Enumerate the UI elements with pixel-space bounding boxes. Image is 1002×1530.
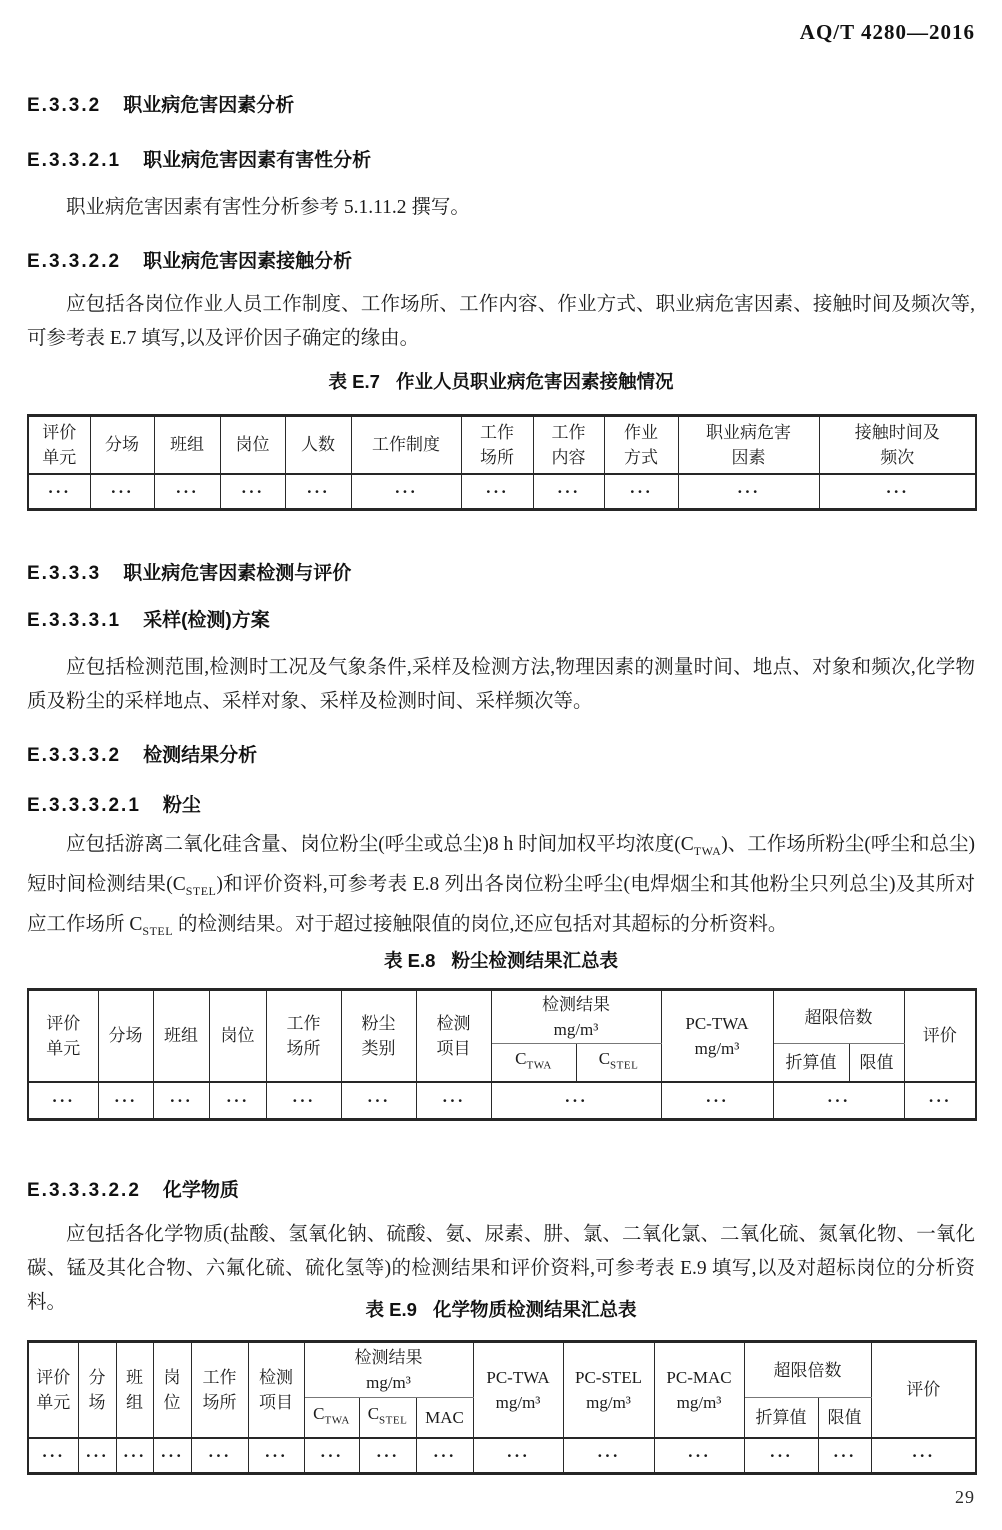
heading-number: E.3.3.3.2.1 bbox=[27, 795, 141, 816]
header-cell: 工作 内容 bbox=[533, 416, 604, 474]
paragraph-text: 应包括游离二氧化硅含量、岗位粉尘(呼尘或总尘)8 h 时间加权平均浓度(C bbox=[66, 834, 694, 855]
subscript-stel: STEL bbox=[185, 883, 217, 898]
table-e9 bbox=[27, 1340, 977, 1475]
section-heading-e332 bbox=[27, 90, 975, 117]
header-cell-ctwa bbox=[491, 1044, 576, 1082]
header-cell-ctwa bbox=[304, 1398, 359, 1438]
data-cell: ··· bbox=[473, 1438, 563, 1474]
header-cell: 班 组 bbox=[116, 1342, 153, 1438]
header-cell: 折算值 bbox=[773, 1044, 849, 1082]
data-cell: ··· bbox=[98, 1082, 153, 1120]
data-cell: ··· bbox=[654, 1438, 744, 1474]
symbol-c: C bbox=[367, 1404, 380, 1424]
header-cell: 限值 bbox=[818, 1398, 871, 1438]
header-cell: 工作 场所 bbox=[461, 416, 533, 474]
subscript-twa: TWA bbox=[324, 1414, 350, 1427]
data-cell: ··· bbox=[819, 474, 976, 510]
data-cell: ··· bbox=[285, 474, 351, 510]
page-number: 29 bbox=[955, 1487, 975, 1507]
heading-number: E.3.3.3.1 bbox=[27, 610, 122, 631]
table-e9-caption bbox=[27, 1296, 975, 1322]
header-cell: 岗 位 bbox=[153, 1342, 191, 1438]
table-row bbox=[28, 1438, 976, 1474]
table-header-row bbox=[28, 416, 976, 474]
heading-number: E.3.3.3.2.2 bbox=[27, 1180, 141, 1201]
paragraph-text: )和评价资料,可参考表 E.8 列出各岗位粉尘呼尘(电焊烟尘和其他粉尘只列总尘)及其所对应工作场所 C bbox=[27, 873, 975, 935]
data-cell: ··· bbox=[351, 474, 461, 510]
table-header-row bbox=[28, 990, 976, 1044]
header-cell: 评价 bbox=[904, 990, 976, 1082]
section-heading-e3321 bbox=[27, 145, 975, 172]
section-heading-e3322 bbox=[27, 246, 975, 273]
data-cell: ··· bbox=[266, 1082, 341, 1120]
header-cell: PC-TWA mg/m³ bbox=[661, 990, 773, 1082]
table-caption-number: 表 E.8 bbox=[384, 950, 436, 971]
data-cell: ··· bbox=[416, 1438, 473, 1474]
data-cell: ··· bbox=[28, 474, 90, 510]
header-cell: 粉尘 类别 bbox=[341, 990, 416, 1082]
section-heading-e33322 bbox=[27, 1175, 975, 1202]
data-cell: ··· bbox=[416, 1082, 491, 1120]
header-cell-cstel bbox=[576, 1044, 661, 1082]
header-cell: 分场 bbox=[98, 990, 153, 1082]
section-heading-e333 bbox=[27, 558, 975, 585]
heading-title: 检测结果分析 bbox=[143, 745, 258, 766]
header-group-result: 检测结果 mg/m³ bbox=[304, 1342, 473, 1398]
section-heading-e3332 bbox=[27, 740, 975, 767]
table-e7-caption bbox=[27, 368, 975, 394]
header-cell: 工作 场所 bbox=[266, 990, 341, 1082]
data-cell: ··· bbox=[28, 1082, 98, 1120]
table-caption-title: 作业人员职业病危害因素接触情况 bbox=[395, 371, 674, 392]
header-cell: PC-MAC mg/m³ bbox=[654, 1342, 744, 1438]
table-row bbox=[28, 1082, 976, 1120]
symbol-c: C bbox=[313, 1404, 325, 1424]
data-cell: ··· bbox=[248, 1438, 304, 1474]
paragraph-text: 的检测结果。对于超过接触限值的岗位,还应包括对其超标的分析资料。 bbox=[173, 913, 788, 935]
data-cell: ··· bbox=[220, 474, 285, 510]
heading-title: 职业病危害因素分析 bbox=[123, 95, 295, 116]
heading-number: E.3.3.3 bbox=[27, 563, 102, 584]
header-cell: 评价 bbox=[871, 1342, 976, 1438]
heading-title: 采样(检测)方案 bbox=[143, 610, 270, 631]
table-e7 bbox=[27, 414, 977, 511]
data-cell: ··· bbox=[818, 1438, 871, 1474]
table-header-row bbox=[28, 1342, 976, 1398]
heading-number: E.3.3.3.2 bbox=[27, 745, 122, 766]
header-cell: 分 场 bbox=[78, 1342, 116, 1438]
header-cell: 评价 单元 bbox=[28, 990, 98, 1082]
subscript-stel: STEL bbox=[142, 923, 174, 938]
data-cell: ··· bbox=[28, 1438, 78, 1474]
data-cell: ··· bbox=[304, 1438, 359, 1474]
header-cell: 工作制度 bbox=[351, 416, 461, 474]
table-e8-caption bbox=[27, 947, 975, 973]
table-row bbox=[28, 474, 976, 510]
heading-title: 职业病危害因素接触分析 bbox=[143, 251, 353, 272]
data-cell: ··· bbox=[773, 1082, 904, 1120]
header-group-ratio: 超限倍数 bbox=[744, 1342, 871, 1398]
data-cell: ··· bbox=[604, 474, 678, 510]
header-cell-cstel bbox=[359, 1398, 416, 1438]
header-cell: 班组 bbox=[153, 990, 209, 1082]
data-cell: ··· bbox=[563, 1438, 654, 1474]
section-heading-e33321 bbox=[27, 790, 975, 817]
header-cell: 职业病危害 因素 bbox=[678, 416, 819, 474]
paragraph-sampling-plan: 应包括检测范围,检测时工况及气象条件,采样及检测方法,物理因素的测量时间、地点、对象和频次,化学物质及粉尘的采样地点、采样对象、采样及检测时间、采样频次等。 bbox=[27, 657, 975, 712]
header-cell: 岗位 bbox=[209, 990, 266, 1082]
table-e8 bbox=[27, 988, 977, 1121]
data-cell: ··· bbox=[191, 1438, 248, 1474]
header-cell: 折算值 bbox=[744, 1398, 818, 1438]
heading-number: E.3.3.2.1 bbox=[27, 150, 122, 171]
doc-code: AQ/T 4280—2016 bbox=[799, 20, 975, 44]
header-cell-mac: MAC bbox=[416, 1398, 473, 1438]
data-cell: ··· bbox=[661, 1082, 773, 1120]
header-cell: 检测 项目 bbox=[248, 1342, 304, 1438]
subscript-twa: TWA bbox=[693, 843, 722, 858]
data-cell: ··· bbox=[491, 1082, 661, 1120]
heading-title: 粉尘 bbox=[162, 795, 201, 816]
data-cell: ··· bbox=[153, 1438, 191, 1474]
data-cell: ··· bbox=[678, 474, 819, 510]
header-cell: 限值 bbox=[849, 1044, 904, 1082]
header-group-ratio: 超限倍数 bbox=[773, 990, 904, 1044]
data-cell: ··· bbox=[209, 1082, 266, 1120]
section-heading-e3331 bbox=[27, 605, 975, 632]
data-cell: ··· bbox=[871, 1438, 976, 1474]
data-cell: ··· bbox=[461, 474, 533, 510]
header-cell: 岗位 bbox=[220, 416, 285, 474]
heading-title: 化学物质 bbox=[162, 1180, 239, 1201]
data-cell: ··· bbox=[153, 1082, 209, 1120]
header-cell: PC-TWA mg/m³ bbox=[473, 1342, 563, 1438]
header-cell: 人数 bbox=[285, 416, 351, 474]
header-cell: 作业 方式 bbox=[604, 416, 678, 474]
header-cell: 评价 单元 bbox=[28, 416, 90, 474]
data-cell: ··· bbox=[90, 474, 154, 510]
symbol-c: C bbox=[598, 1049, 611, 1069]
header-cell: 工作 场所 bbox=[191, 1342, 248, 1438]
header-cell: 分场 bbox=[90, 416, 154, 474]
heading-title: 职业病危害因素检测与评价 bbox=[123, 563, 352, 584]
paragraph-dust bbox=[27, 828, 975, 948]
table-caption-title: 粉尘检测结果汇总表 bbox=[451, 950, 618, 971]
heading-number: E.3.3.2 bbox=[27, 95, 102, 116]
paragraph-text: )、工作场所粉尘(呼尘和总尘)短时间检测结果(C bbox=[27, 834, 975, 895]
header-cell: 检测 项目 bbox=[416, 990, 491, 1082]
heading-number: E.3.3.2.2 bbox=[27, 251, 122, 272]
heading-title: 职业病危害因素有害性分析 bbox=[143, 150, 372, 171]
paragraph-contact-analysis: 应包括各岗位作业人员工作制度、工作场所、工作内容、作业方式、职业病危害因素、接触时间及频次等,可参考表 E.7 填写,以及评价因子确定的缘由。 bbox=[27, 294, 975, 349]
data-cell: ··· bbox=[341, 1082, 416, 1120]
symbol-c: C bbox=[515, 1049, 527, 1069]
table-caption-title: 化学物质检测结果汇总表 bbox=[432, 1299, 637, 1320]
paragraph-harmfulness: 职业病危害因素有害性分析参考 5.1.11.2 撰写。 bbox=[66, 197, 470, 218]
subscript-twa: TWA bbox=[526, 1059, 552, 1072]
paragraph-chemicals: 应包括各化学物质(盐酸、氢氧化钠、硫酸、氨、尿素、肼、氯、二氧化氯、二氧化硫、氮氧化物、一氧化碳、锰及其化合物、六氟化硫、硫化氢等)的检测结果和评价资料,可参考表 E.9 填写,以及对超标岗位的分析资料。 bbox=[27, 1224, 975, 1313]
data-cell: ··· bbox=[533, 474, 604, 510]
header-cell: PC-STEL mg/m³ bbox=[563, 1342, 654, 1438]
data-cell: ··· bbox=[116, 1438, 153, 1474]
data-cell: ··· bbox=[154, 474, 220, 510]
header-cell: 接触时间及 频次 bbox=[819, 416, 976, 474]
table-caption-number: 表 E.9 bbox=[365, 1299, 417, 1320]
subscript-stel: STEL bbox=[379, 1414, 408, 1427]
table-caption-number: 表 E.7 bbox=[328, 371, 380, 392]
subscript-stel: STEL bbox=[610, 1059, 639, 1072]
header-group-result: 检测结果 mg/m³ bbox=[491, 990, 661, 1044]
data-cell: ··· bbox=[359, 1438, 416, 1474]
header-cell: 班组 bbox=[154, 416, 220, 474]
header-cell: 评价 单元 bbox=[28, 1342, 78, 1438]
data-cell: ··· bbox=[78, 1438, 116, 1474]
data-cell: ··· bbox=[744, 1438, 818, 1474]
data-cell: ··· bbox=[904, 1082, 976, 1120]
